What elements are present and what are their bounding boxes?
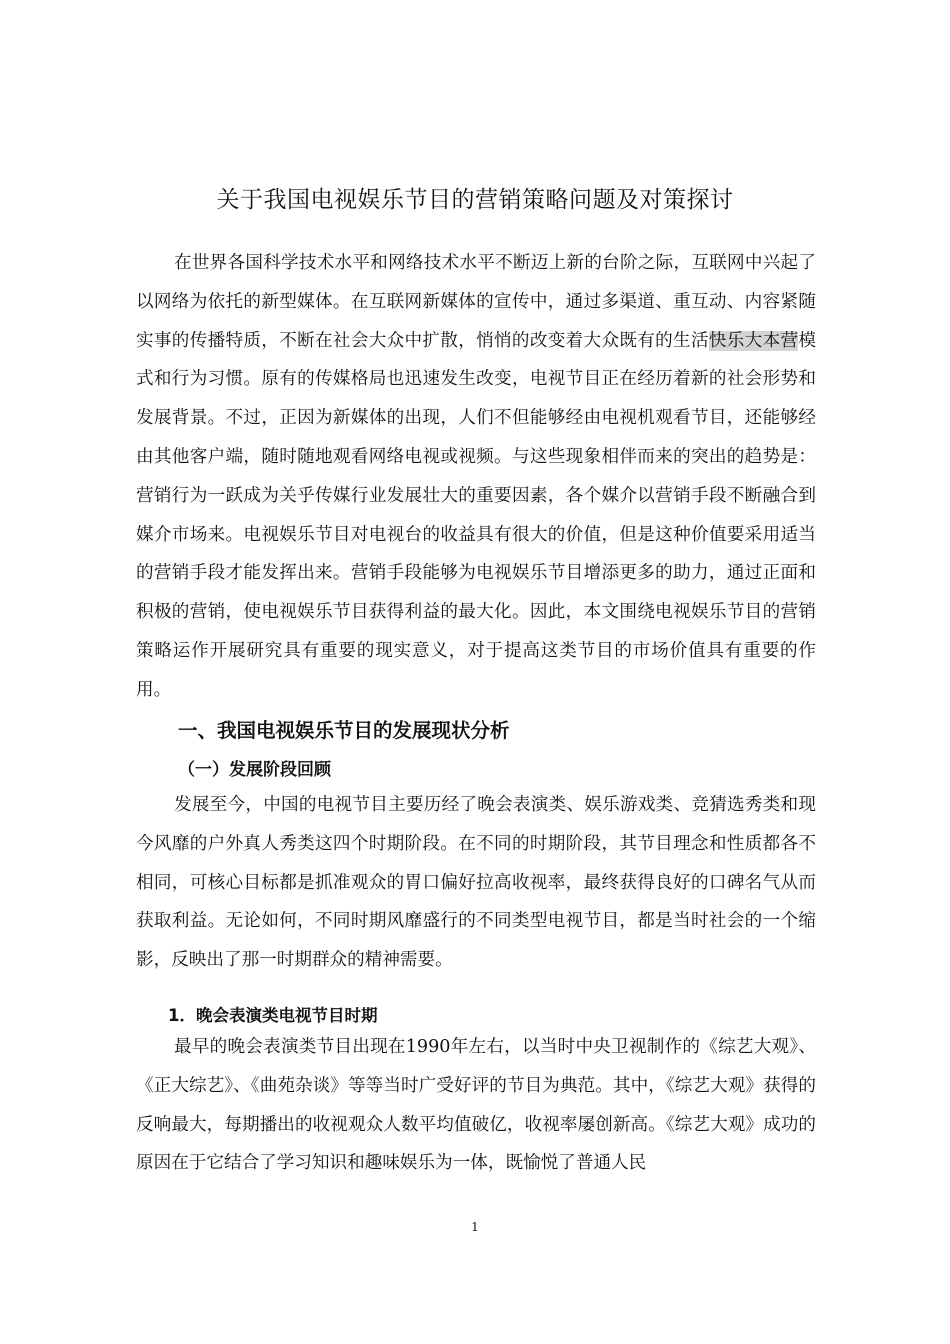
intro-text-after: 模式和行为习惯。原有的传媒格局也迅速发生改变，电视节目正在经历着新的社会形势和发展背景。不过，正因为新媒体的出现，人们不但能够经由电视机观看节目，还能够经由其他客户端，随时随地观看网络电视或视频。与这些现象相伴而来的突出的趋势是：营销行为一跃成为关乎传媒行业发展壮大的重要因素，各个媒介以营销手段不断融合到媒介市场来。电视娱乐节目对电视台的收益具有很大的价值，但是这种价值要采用适当的营销手段才能发挥出来。营销手段能够为电视娱乐节目增添更多的助力，通过正面和积极的营销，使电视娱乐节目获得利益的最大化。因此，本文围绕电视娱乐节目的营销策略运作开展研究具有重要的现实意义，对于提高这类节目的市场价值具有重要的作用。 bbox=[136, 330, 816, 700]
document-title: 关于我国电视娱乐节目的营销策略问题及对策探讨 bbox=[216, 187, 734, 214]
subsection-heading: （一）发展阶段回顾 bbox=[178, 760, 331, 780]
intro-text-before: 在世界各国科学技术水平和网络技术水平不断迈上新的台阶之际，互联网中兴起了以网络为依托的新型媒体。在互联网新媒体的宣传中，通过多渠道、重互动、内容紧随实事的传播特质，不断在社会大众中扩散，悄悄的改变着大众既有的生活 bbox=[136, 253, 816, 351]
intro-paragraph bbox=[136, 244, 816, 710]
page-number: 1 bbox=[471, 1220, 479, 1234]
item-heading: 1．晚会表演类电视节目时期 bbox=[168, 1006, 378, 1025]
subsection-paragraph: 发展至今，中国的电视节目主要历经了晚会表演类、娱乐游戏类、竞猜选秀类和现今风靡的户外真人秀类这四个时期阶段。在不同的时期阶段，其节目理念和性质都各不相同，可核心目标都是抓准观众的胃口偏好拉高收视率，最终获得良好的口碑名气从而获取利益。无论如何，不同时期风靡盛行的不同类型电视节目，都是当时社会的一个缩影，反映出了那一时期群众的精神需要。 bbox=[136, 795, 816, 971]
section-heading: 一、我国电视娱乐节目的发展现状分析 bbox=[178, 719, 510, 742]
highlighted-text: 快乐大本营 bbox=[708, 330, 799, 351]
item-paragraph: 最早的晚会表演类节目出现在1990年左右，以当时中央卫视制作的《综艺大观》、《正大综艺》、《曲苑杂谈》等等当时广受好评的节目为典范。其中，《综艺大观》获得的反响最大，每期播出的收视观众人数平均值破亿，收视率屡创新高。《综艺大观》成功的原因在于它结合了学习知识和趣味娱乐为一体，既愉悦了普通人民 bbox=[136, 1037, 816, 1174]
